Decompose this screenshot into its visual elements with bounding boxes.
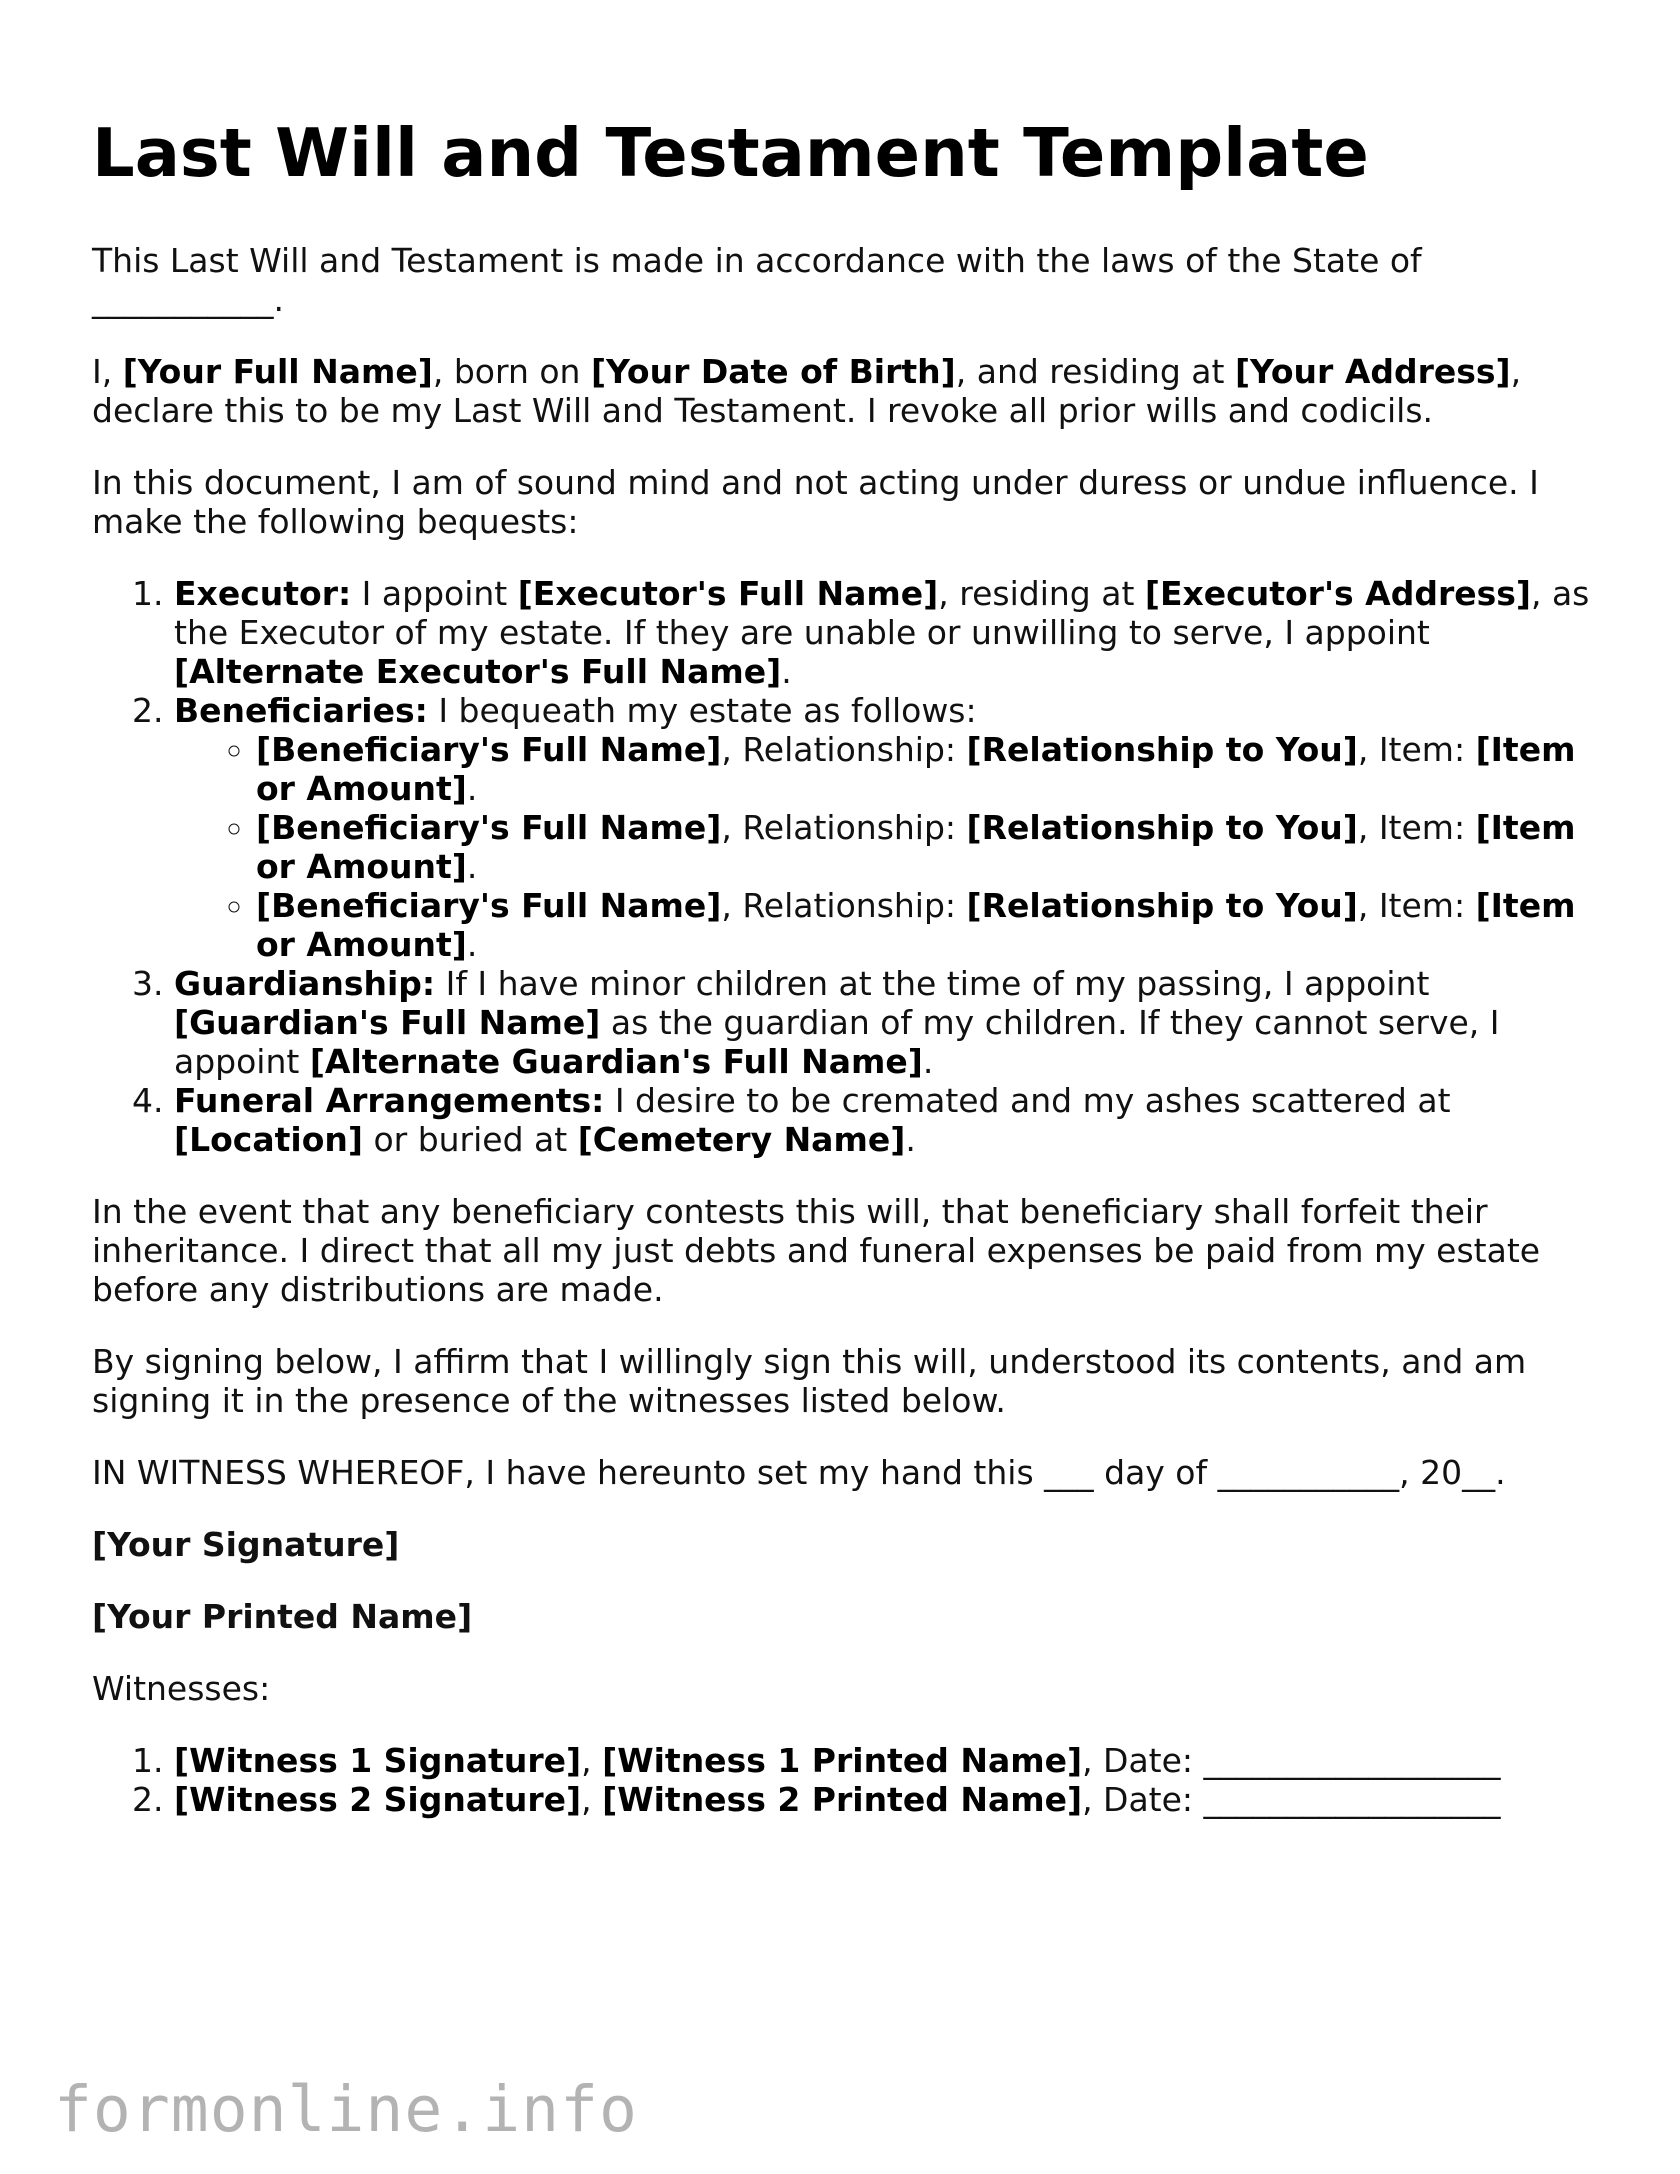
beneficiary-entry <box>256 808 1592 886</box>
declaration-paragraph <box>92 352 1592 430</box>
funeral-text: . <box>905 1120 916 1159</box>
affirmation-paragraph: By signing below, I affirm that I willingly sign this will, understood its contents, and am signing it in the presence of the witnesses listed below. <box>92 1342 1527 1420</box>
guardianship-label: Guardianship: <box>174 964 436 1003</box>
witness-entry <box>174 1741 1592 1780</box>
declaration-text: , and residing at <box>955 352 1235 391</box>
bequests-list <box>92 574 1592 1159</box>
executor-text: I appoint <box>351 574 518 613</box>
entry-end: . <box>466 769 478 808</box>
witness-date-label: , Date: <box>1082 1780 1204 1819</box>
relationship-placeholder: [Relationship to You] <box>966 730 1358 769</box>
beneficiaries-text: I bequeath my estate as follows: <box>427 691 977 730</box>
guardianship-text: If I have minor children at the time of my passing, I appoint <box>435 964 1430 1003</box>
entry-end: . <box>466 925 478 964</box>
witness-printed-name-placeholder: [Witness 2 Printed Name] <box>602 1780 1083 1819</box>
item-placeholder: [Item or Amount] <box>256 886 1576 964</box>
beneficiary-name-placeholder: [Beneficiary's Full Name] <box>256 886 722 925</box>
witness-date-label: , Date: <box>1082 1741 1204 1780</box>
funeral-label: Funeral Arrangements: <box>174 1081 605 1120</box>
item-placeholder: [Item or Amount] <box>256 730 1576 808</box>
executor-label: Executor: <box>174 574 352 613</box>
executor-text: . <box>781 652 792 691</box>
will-document <box>92 112 1592 1819</box>
relationship-label: , Relationship: <box>721 730 967 769</box>
your-address-placeholder: [Your Address] <box>1234 352 1511 391</box>
beneficiary-name-placeholder: [Beneficiary's Full Name] <box>256 730 722 769</box>
witness-list <box>92 1741 1592 1819</box>
contest-clause-paragraph: In the event that any beneficiary contests this will, that beneficiary shall forfeit their inheritance. I direct that all my just debts and funeral expenses be paid from my estate before any distributions are made. <box>92 1192 1541 1309</box>
sound-mind-paragraph: In this document, I am of sound mind and not acting under duress or undue influence. I make the following bequests: <box>92 463 1539 541</box>
document-title: Last Will and Testament Template <box>92 114 1369 192</box>
witness-entry <box>174 1780 1592 1819</box>
witness-printed-name-placeholder: [Witness 1 Printed Name] <box>602 1741 1083 1780</box>
executor-text: , as the Executor of my estate. If they are unable or unwilling to serve, I appoint <box>174 574 1590 652</box>
location-placeholder: [Location] <box>174 1120 363 1159</box>
your-printed-name-placeholder: [Your Printed Name] <box>92 1597 473 1636</box>
beneficiaries-label: Beneficiaries: <box>174 691 428 730</box>
guardianship-text: . <box>922 1042 934 1081</box>
item-label: , Item: <box>1357 730 1476 769</box>
witness-date-blank: __________________ <box>1203 1741 1501 1780</box>
witness-signature-placeholder: [Witness 1 Signature] <box>174 1741 582 1780</box>
alternate-executor-placeholder: [Alternate Executor's Full Name] <box>174 652 782 691</box>
witness-signature-placeholder: [Witness 2 Signature] <box>174 1780 582 1819</box>
witnesses-label: Witnesses: <box>92 1669 271 1708</box>
declaration-text: , born on <box>432 352 591 391</box>
beneficiary-entry <box>256 886 1592 964</box>
state-paragraph <box>92 241 1592 319</box>
beneficiary-list <box>174 730 1592 964</box>
relationship-placeholder: [Relationship to You] <box>966 808 1358 847</box>
item-placeholder: [Item or Amount] <box>256 808 1576 886</box>
site-watermark: formonline.info <box>54 2073 638 2146</box>
beneficiary-name-placeholder: [Beneficiary's Full Name] <box>256 808 722 847</box>
state-blank: ___________. <box>92 280 284 319</box>
executor-name-placeholder: [Executor's Full Name] <box>517 574 939 613</box>
beneficiary-entry <box>256 730 1592 808</box>
your-signature-placeholder: [Your Signature] <box>92 1525 400 1564</box>
cemetery-placeholder: [Cemetery Name] <box>577 1120 906 1159</box>
alternate-guardian-placeholder: [Alternate Guardian's Full Name] <box>309 1042 923 1081</box>
relationship-label: , Relationship: <box>721 886 967 925</box>
funeral-item <box>174 1081 1592 1159</box>
relationship-placeholder: [Relationship to You] <box>966 886 1358 925</box>
relationship-label: , Relationship: <box>721 808 967 847</box>
guardianship-text: as the guardian of my children. If they cannot serve, I appoint <box>174 1003 1500 1081</box>
your-dob-placeholder: [Your Date of Birth] <box>590 352 956 391</box>
witness-whereof-paragraph: IN WITNESS WHEREOF, I have hereunto set my hand this ___ day of ___________, 20__. <box>92 1453 1506 1492</box>
entry-end: . <box>466 847 478 886</box>
beneficiaries-item <box>174 691 1592 964</box>
item-label: , Item: <box>1357 886 1476 925</box>
executor-item <box>174 574 1592 691</box>
declaration-text: I, <box>92 352 123 391</box>
executor-address-placeholder: [Executor's Address] <box>1144 574 1531 613</box>
funeral-text: or buried at <box>362 1120 578 1159</box>
state-text: This Last Will and Testament is made in accordance with the laws of the State of <box>92 241 1422 280</box>
guardianship-item <box>174 964 1592 1081</box>
witness-separator: , <box>581 1780 603 1819</box>
witness-date-blank: __________________ <box>1203 1780 1501 1819</box>
funeral-text: I desire to be cremated and my ashes scattered at <box>604 1081 1451 1120</box>
executor-text: , residing at <box>938 574 1145 613</box>
your-full-name-placeholder: [Your Full Name] <box>122 352 433 391</box>
item-label: , Item: <box>1357 808 1476 847</box>
witness-separator: , <box>581 1741 603 1780</box>
declaration-text: , declare this to be my Last Will and Testament. I revoke all prior wills and codicils. <box>92 352 1522 430</box>
guardian-name-placeholder: [Guardian's Full Name] <box>174 1003 601 1042</box>
